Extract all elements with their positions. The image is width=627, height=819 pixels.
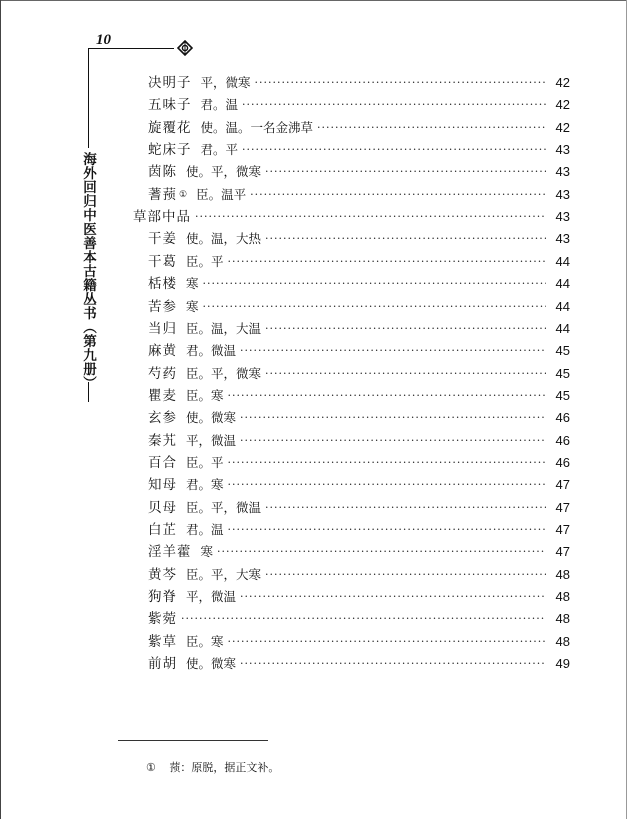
toc-entry-page: 43 xyxy=(555,164,570,180)
toc-entry-note: 寒 xyxy=(186,298,199,314)
toc-entry xyxy=(148,385,570,407)
dot-leader xyxy=(242,139,546,161)
toc-entry-note: 平，微温 xyxy=(186,589,237,605)
toc-entry-note: 臣。平，微温 xyxy=(186,499,262,515)
toc-entry-page: 42 xyxy=(555,75,570,90)
page-border-left xyxy=(0,0,1,819)
toc-section-heading xyxy=(133,206,570,228)
toc-entry-note: 寒 xyxy=(186,276,199,292)
dot-leader xyxy=(181,608,546,630)
toc-entry-name: 瞿麦 xyxy=(148,387,177,404)
toc-entry-page: 46 xyxy=(555,454,570,470)
toc-entry-page: 47 xyxy=(555,499,570,515)
toc-entry-note: 臣。温平 xyxy=(196,186,247,202)
toc-entry-name: 黄芩 xyxy=(148,566,177,583)
toc-entry-name: 前胡 xyxy=(148,656,177,673)
toc-entry-name: 麻黄 xyxy=(148,343,177,360)
toc-entry-page: 48 xyxy=(555,611,570,627)
toc-entry-name: 玄参 xyxy=(148,410,177,427)
dot-leader xyxy=(240,430,546,452)
toc-entry-page: 42 xyxy=(555,97,570,113)
dot-leader xyxy=(265,497,546,519)
toc-entry-note: 臣。寒 xyxy=(186,387,224,403)
toc-entry-name: 狗脊 xyxy=(148,589,177,606)
toc-entry xyxy=(148,318,570,340)
toc-entry xyxy=(148,363,570,385)
toc-entry-page: 49 xyxy=(555,656,570,672)
toc-entry-note: 君。平 xyxy=(200,142,239,158)
toc-entry-name: 当归 xyxy=(148,320,177,337)
toc-entry-page: 48 xyxy=(555,633,570,649)
toc-entry-name: 苦参 xyxy=(148,298,177,315)
dot-leader xyxy=(317,117,546,139)
toc-entry xyxy=(148,497,570,519)
toc-entry-name: 白芷 xyxy=(148,522,177,538)
toc-entry xyxy=(148,474,570,496)
toc-entry xyxy=(148,541,570,563)
footnote-rule xyxy=(118,740,268,741)
toc-entry-name: 五味子 xyxy=(148,97,192,114)
toc-entry-page: 48 xyxy=(555,589,570,605)
toc-entry xyxy=(148,586,570,608)
toc-entry-page: 43 xyxy=(555,231,570,247)
dot-leader xyxy=(240,340,546,362)
toc-entry-page: 44 xyxy=(555,276,570,292)
toc-entry-name: 知母 xyxy=(148,477,177,494)
dot-leader xyxy=(240,653,546,675)
toc-entry-page: 47 xyxy=(555,522,570,537)
dot-leader xyxy=(240,407,546,429)
toc-entry-name: 芍药 xyxy=(148,365,177,382)
toc-entry-name: 干葛 xyxy=(148,253,177,270)
toc-entry-note: 君。寒 xyxy=(186,477,224,493)
toc-entry-name: 茵陈 xyxy=(148,164,177,181)
toc-entry xyxy=(148,273,570,295)
toc-entry-note: 君。微温 xyxy=(186,343,237,359)
toc-entry-note: 臣。平 xyxy=(186,253,224,269)
toc-entry-note: 使。微寒 xyxy=(186,656,237,672)
dot-leader xyxy=(242,94,546,116)
toc-entry-page: 47 xyxy=(555,477,570,493)
footnote-reference: ① xyxy=(179,189,188,200)
toc-entry-page: 45 xyxy=(555,387,570,403)
dot-leader xyxy=(228,631,546,653)
toc-entry xyxy=(148,608,570,630)
toc-entry xyxy=(148,251,570,273)
toc-entry-note: 君。温 xyxy=(200,97,239,113)
toc-entry-name: 淫羊藿 xyxy=(148,544,192,561)
toc-entry-note: 臣。平，微寒 xyxy=(186,365,262,381)
toc-entry-note: 使。温，大热 xyxy=(186,231,262,247)
toc-entry-page: 48 xyxy=(555,566,570,582)
toc-entry-note: 臣。温，大温 xyxy=(186,320,262,336)
toc-entry-page: 42 xyxy=(555,119,570,135)
dot-leader xyxy=(228,385,546,407)
toc-entry-note: 臣。平，大寒 xyxy=(186,566,262,582)
toc-entry-name: 紫菀 xyxy=(148,611,177,628)
toc-entry-name: 紫草 xyxy=(148,633,177,650)
dot-leader xyxy=(203,296,546,318)
toc-entry-name: 干姜 xyxy=(148,231,177,248)
toc-entry-note: 平，微寒 xyxy=(200,75,251,90)
toc-entry-note: 使。微寒 xyxy=(186,410,237,426)
toc-entry-note: 寒 xyxy=(200,544,214,560)
toc-entry xyxy=(148,519,570,541)
footnote xyxy=(146,759,279,775)
toc-entry-page: 43 xyxy=(555,209,570,225)
toc-entry-name: 贝母 xyxy=(148,499,177,516)
page-border-top xyxy=(0,0,627,1)
toc-entry-note: 臣。平 xyxy=(186,454,224,470)
toc-entry-page: 47 xyxy=(555,544,570,560)
dot-leader xyxy=(265,564,546,586)
toc-entry-name: 蛇床子 xyxy=(148,142,192,159)
toc-entry-page: 44 xyxy=(555,253,570,269)
toc-entry-note: 臣。寒 xyxy=(186,633,224,649)
toc-entry xyxy=(148,184,570,206)
toc-entry-page: 45 xyxy=(555,365,570,381)
toc-entry-page: 43 xyxy=(555,142,570,158)
toc-entry xyxy=(148,139,570,161)
dot-leader xyxy=(265,318,546,340)
toc-entry-note: 君。温 xyxy=(186,522,224,537)
toc-entry-name: 栝楼 xyxy=(148,276,177,293)
dot-leader xyxy=(195,206,546,228)
toc-entry xyxy=(148,407,570,429)
toc-entry-page: 44 xyxy=(555,298,570,314)
dot-leader xyxy=(265,161,546,183)
toc-entry-note: 使。平，微寒 xyxy=(186,164,262,180)
dot-leader xyxy=(265,363,546,385)
margin-rule-top xyxy=(88,48,89,148)
toc-entry-note: 平，微温 xyxy=(186,432,237,448)
toc-entry-page: 43 xyxy=(555,186,570,202)
ornament-icon xyxy=(177,40,193,56)
dot-leader xyxy=(250,184,546,206)
dot-leader xyxy=(228,452,546,474)
footnote-marker: ① xyxy=(146,761,156,774)
toc-entry-name: 秦艽 xyxy=(148,432,177,449)
toc-entry xyxy=(148,631,570,653)
toc-entry-page: 44 xyxy=(555,320,570,336)
toc-entry xyxy=(148,161,570,183)
toc-entry-name: 旋覆花 xyxy=(148,119,192,136)
dot-leader xyxy=(217,541,546,563)
toc-entry-name: 蓍蓣 xyxy=(148,186,177,203)
toc-entry xyxy=(148,340,570,362)
toc-entry xyxy=(148,452,570,474)
footnote-text: 蓣：原脱，据正文补。 xyxy=(169,761,280,774)
dot-leader xyxy=(228,474,546,496)
toc-entry-page: 46 xyxy=(555,410,570,426)
page-number: 10 xyxy=(96,32,111,48)
toc-entry xyxy=(148,430,570,452)
toc-entry xyxy=(148,653,570,675)
toc-entry-name: 百合 xyxy=(148,454,177,471)
dot-leader xyxy=(255,72,546,94)
toc-entry xyxy=(148,296,570,318)
toc-entry-name: 草部中品 xyxy=(133,209,191,226)
dot-leader xyxy=(203,273,546,295)
toc-entry xyxy=(148,564,570,586)
dot-leader xyxy=(265,228,546,250)
toc-entry-name: 决明子 xyxy=(148,75,192,91)
toc-entry-note: 使。温。一名金沸草 xyxy=(200,119,314,135)
toc-entry-page: 45 xyxy=(555,343,570,359)
toc-entry xyxy=(148,117,570,139)
dot-leader xyxy=(228,519,546,541)
header-rule xyxy=(88,48,174,49)
toc-entry xyxy=(148,94,570,116)
toc-entry xyxy=(148,228,570,250)
dot-leader xyxy=(240,586,546,608)
dot-leader xyxy=(228,251,546,273)
series-title: 海外回归中医善本古籍丛书（第九册） xyxy=(80,152,96,390)
toc-entry xyxy=(148,72,570,94)
toc-entry-page: 46 xyxy=(555,432,570,448)
